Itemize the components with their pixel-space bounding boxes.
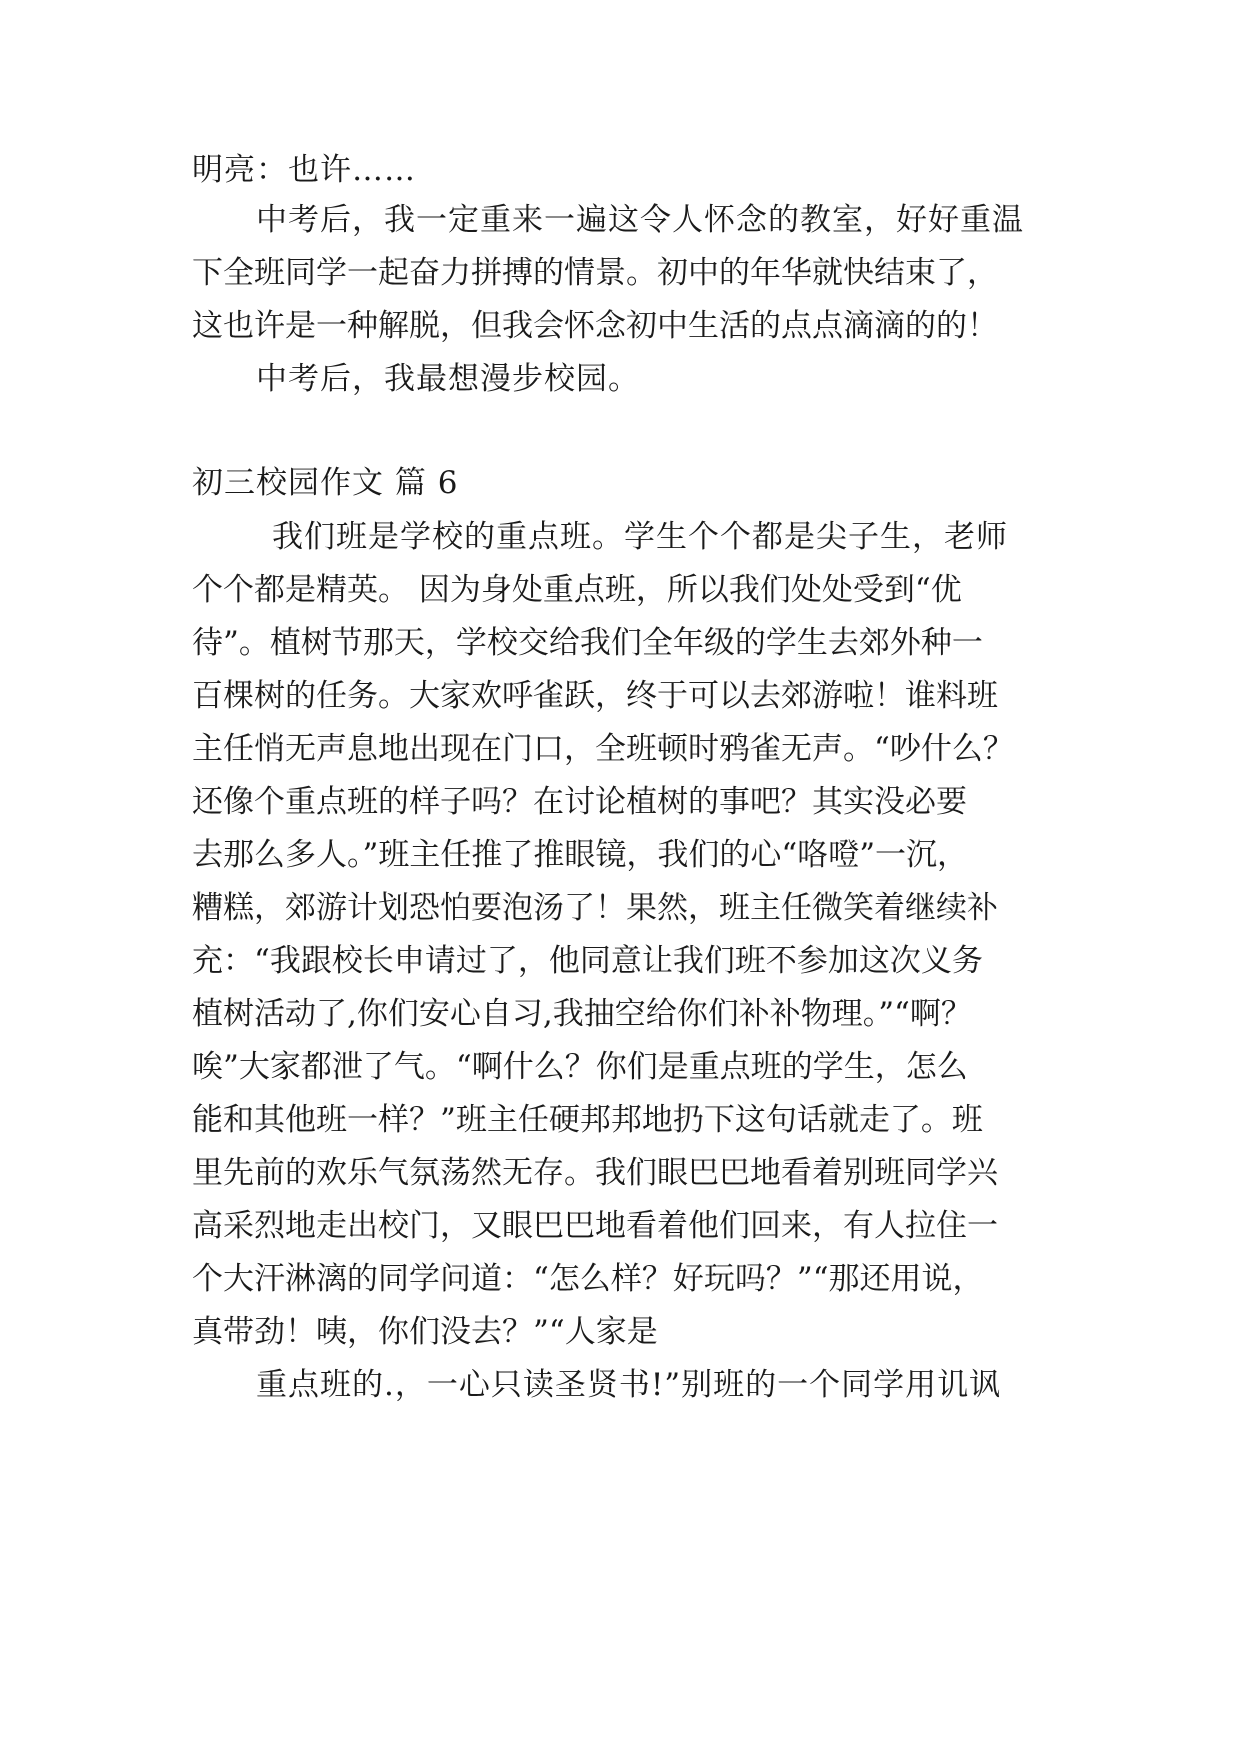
paragraph-line: 我们班是学校的重点班。学生个个都是尖子生，老师	[272, 519, 1008, 555]
paragraph-line: 高采烈地走出校门，又眼巴巴地看着他们回来，有人拉住一	[192, 1208, 998, 1244]
paragraph-line: 重点班的.，一心只读圣贤书!”别班的一个同学用讥讽	[256, 1367, 1002, 1403]
paragraph-line: 个个都是精英。 因为身处重点班，所以我们处处受到“优	[192, 572, 962, 608]
paragraph-line: 去那么多人。”班主任推了推眼镜，我们的心“咯噔”一沉，	[192, 837, 969, 873]
paragraph-line: 糟糕，郊游计划恐怕要泡汤了！果然，班主任微笑着继续补	[192, 890, 998, 926]
paragraph-line: 真带劲！咦，你们没去？”“人家是	[192, 1314, 658, 1350]
paragraph-line: 待”。植树节那天，学校交给我们全年级的学生去郊外种一	[192, 625, 983, 661]
paragraph-line: 百棵树的任务。大家欢呼雀跃，终于可以去郊游啦！谁料班	[192, 678, 998, 714]
paragraph-line: 下全班同学一起奋力拼搏的情景。初中的年华就快结束了，	[192, 255, 998, 291]
paragraph-line: 唉”大家都泄了气。“啊什么？你们是重点班的学生，怎么	[192, 1049, 968, 1085]
paragraph-line: 能和其他班一样？”班主任硬邦邦地扔下这句话就走了。班	[192, 1102, 983, 1138]
paragraph-line: 充：“我跟校长申请过了，他同意让我们班不参加这次义务	[192, 943, 983, 979]
paragraph-line: 这也许是一种解脱，但我会怀念初中生活的点点滴滴的的！	[192, 308, 998, 344]
paragraph-line: 主任悄无声息地出现在门口，全班顿时鸦雀无声。“吵什么？	[192, 731, 1014, 767]
paragraph-line: 里先前的欢乐气氛荡然无存。我们眼巴巴地看着别班同学兴	[192, 1155, 998, 1191]
paragraph-line: 还像个重点班的样子吗？在讨论植树的事吧？其实没必要	[192, 784, 967, 820]
section-heading: 初三校园作文 篇 6	[192, 465, 459, 501]
paragraph-line: 植树活动了,你们安心自习,我抽空给你们补补物理。”“啊？	[192, 996, 972, 1032]
paragraph-line: 中考后，我一定重来一遍这令人怀念的教室，好好重温	[256, 202, 1024, 238]
dialogue-line: 明亮：也许……	[192, 152, 416, 188]
paragraph-line: 个大汗淋漓的同学问道：“怎么样？好玩吗？”“那还用说，	[192, 1261, 984, 1297]
paragraph-line: 中考后，我最想漫步校园。	[256, 361, 640, 397]
